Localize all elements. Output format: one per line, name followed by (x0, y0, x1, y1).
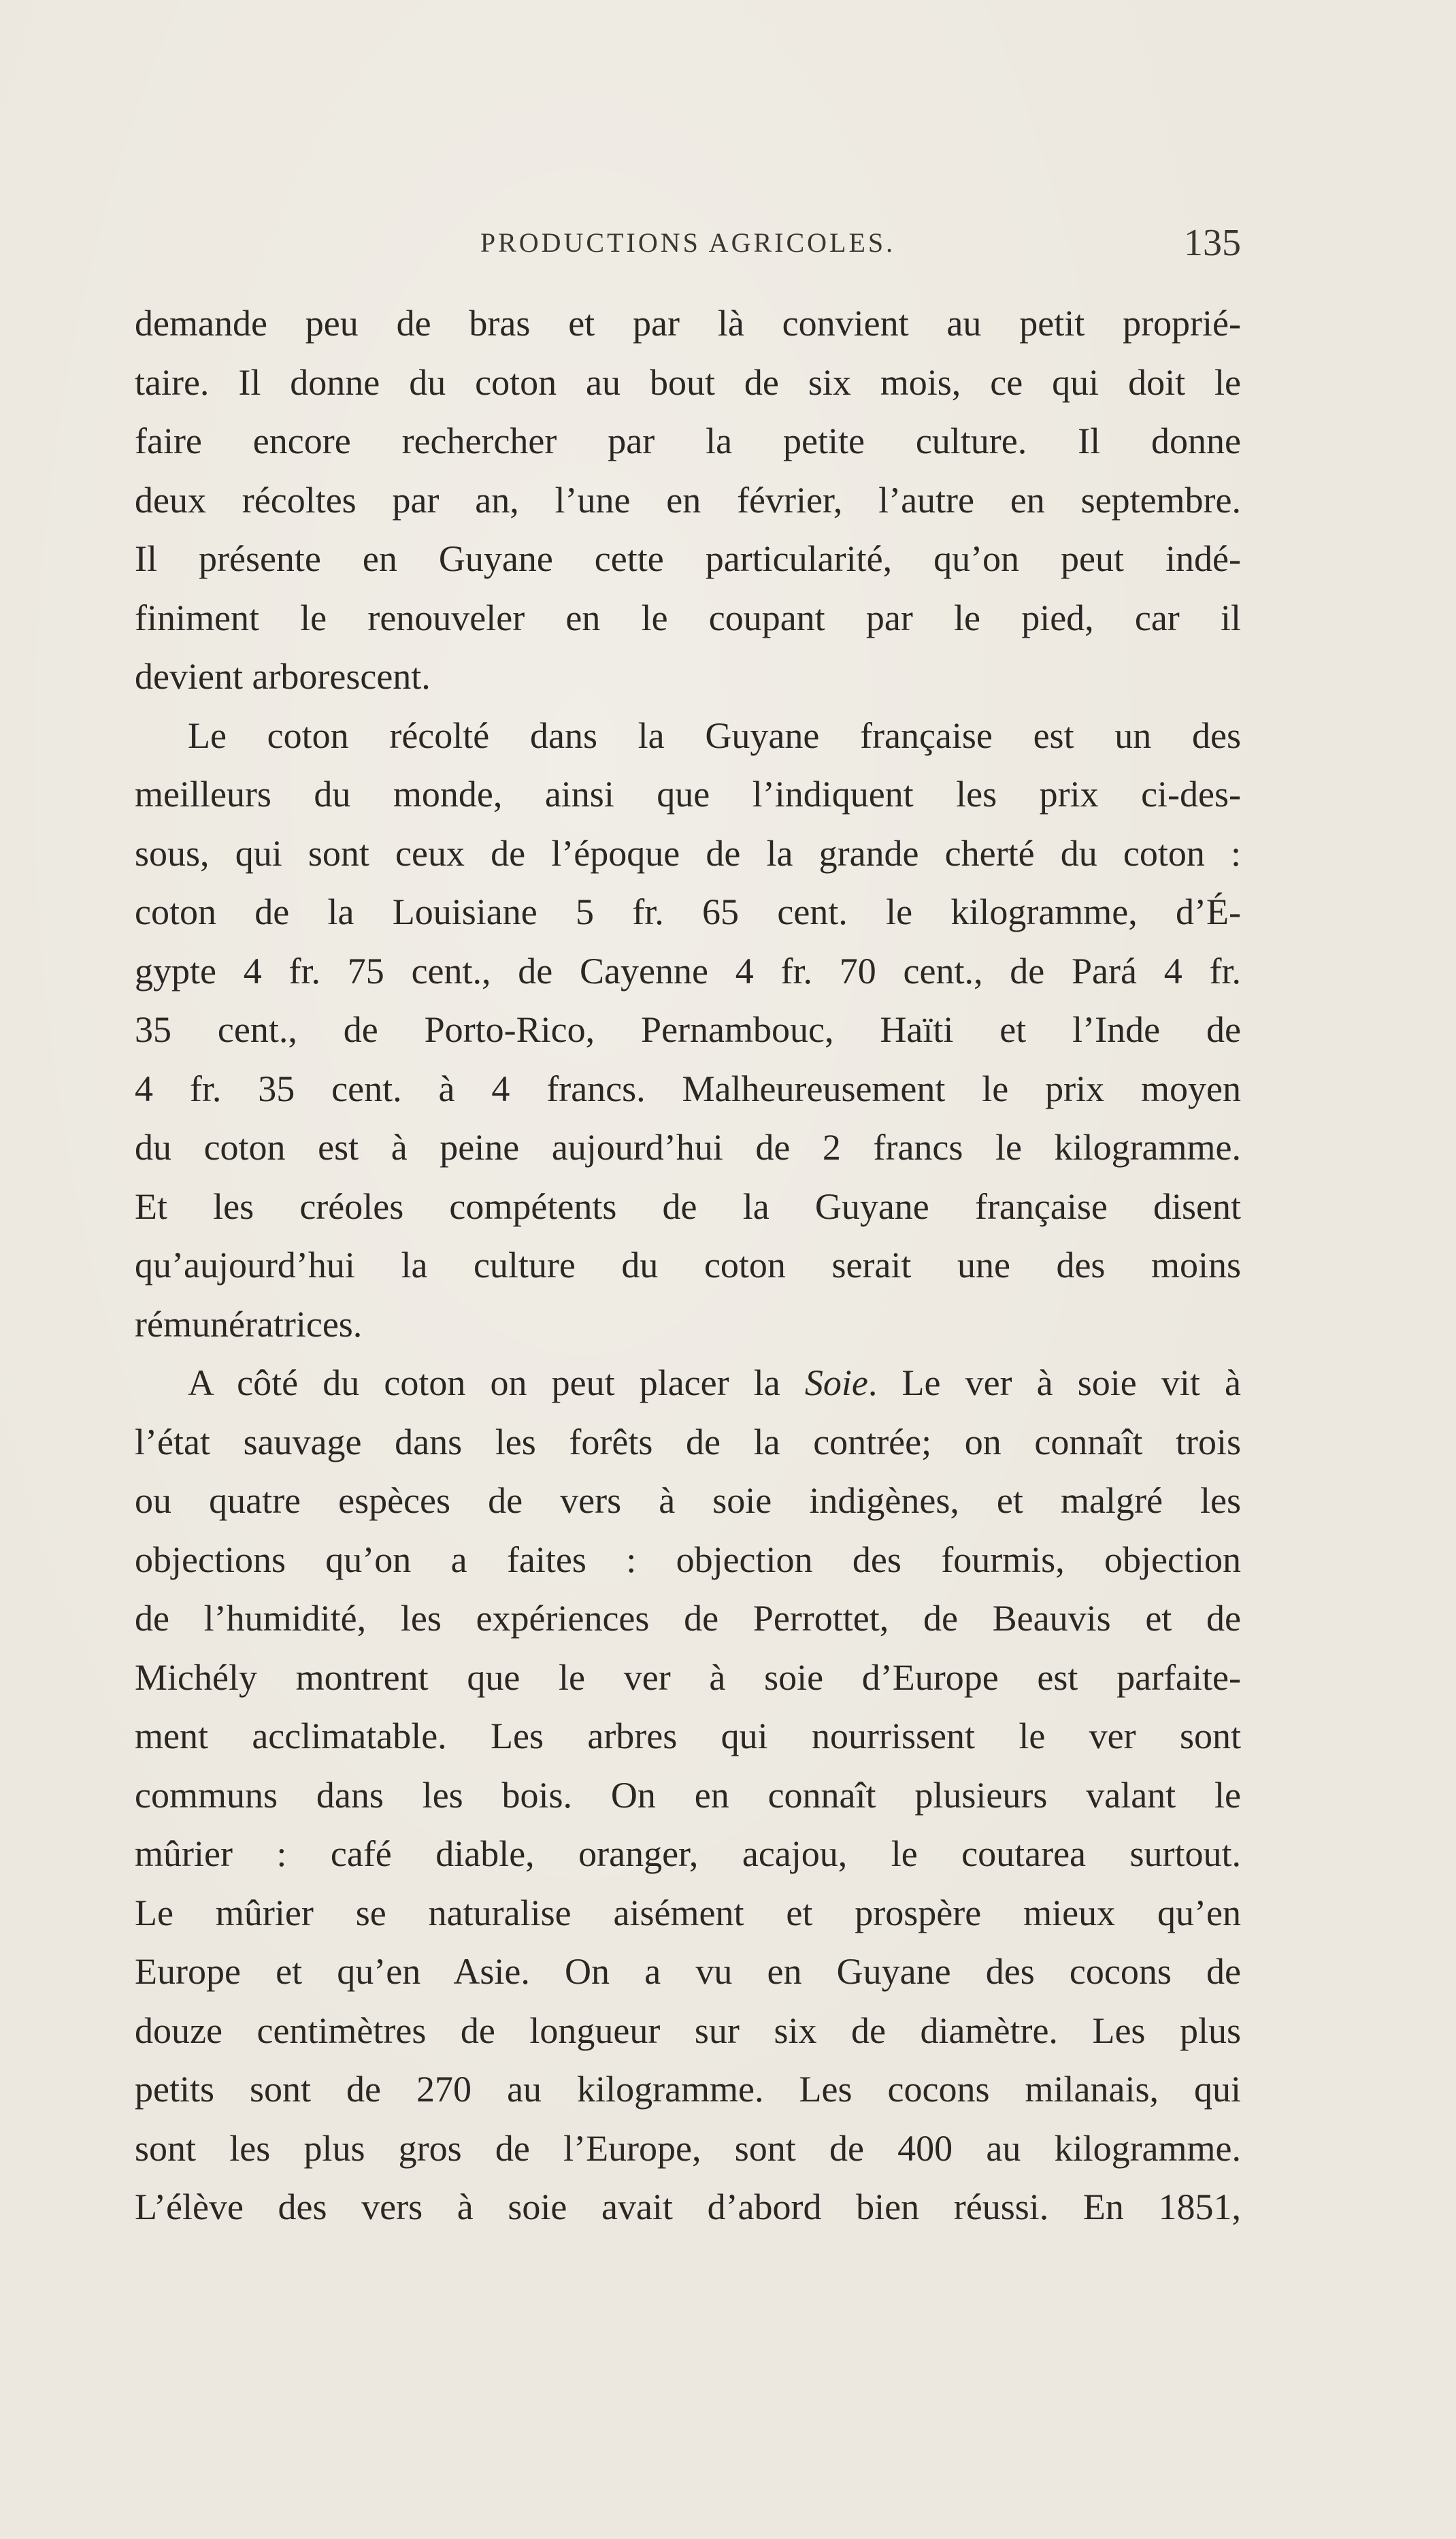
text-line: de l’humidité, les expériences de Perrottet, de Beauvis et de (135, 1598, 1241, 1639)
text-line: objections qu’on a faites : objection des fourmis, objection (135, 1539, 1241, 1580)
text-line: sont les plus gros de l’Europe, sont de 400 au kilogramme. (135, 2127, 1241, 2169)
text-line: finiment le renouveler en le coupant par le pied, car il (135, 597, 1241, 638)
text-line: ou quatre espèces de vers à soie indigènes, et malgré les (135, 1480, 1241, 1521)
page-number: 135 (1184, 222, 1241, 264)
text-line: devient arborescent. (135, 656, 431, 697)
text-line: petits sont de 270 au kilogramme. Les cocons milanais, qui (135, 2069, 1241, 2110)
text-line: gypte 4 fr. 75 cent., de Cayenne 4 fr. 70 cent., de Pará 4 fr. (135, 950, 1241, 992)
text-line: A côté du coton on peut placer la Soie. Le ver à soie vit à (188, 1362, 1241, 1403)
text-line: 35 cent., de Porto-Rico, Pernambouc, Haïti et l’Inde de (135, 1009, 1241, 1050)
text-line: l’état sauvage dans les forêts de la contrée; on connaît trois (135, 1421, 1241, 1462)
text-line: sous, qui sont ceux de l’époque de la grande cherté du coton : (135, 832, 1241, 874)
text-line: coton de la Louisiane 5 fr. 65 cent. le kilogramme, d’É- (135, 891, 1241, 932)
text-line: 4 fr. 35 cent. à 4 francs. Malheureusement le prix moyen (135, 1068, 1241, 1109)
text-line: du coton est à peine aujourd’hui de 2 francs le kilogramme. (135, 1127, 1241, 1168)
text-line: qu’aujourd’hui la culture du coton serait une des moins (135, 1245, 1241, 1285)
text-line: communs dans les bois. On en connaît plusieurs valant le (135, 1774, 1241, 1816)
text-line: meilleurs du monde, ainsi que l’indiquent les prix ci-des- (135, 774, 1241, 815)
text-line: taire. Il donne du coton au bout de six mois, ce qui doit le (135, 361, 1241, 403)
text-line: Le mûrier se naturalise aisément et prospère mieux qu’en (135, 1892, 1241, 1933)
text-line: douze centimètres de longueur sur six de diamètre. Les plus (135, 2010, 1241, 2051)
text-line: mûrier : café diable, oranger, acajou, le coutarea surtout. (135, 1833, 1241, 1874)
text-line: Europe et qu’en Asie. On a vu en Guyane des cocons de (135, 1951, 1241, 1992)
text-line: L’élève des vers à soie avait d’abord bien réussi. En 1851, (135, 2186, 1241, 2227)
text-line: faire encore rechercher par la petite culture. Il donne (135, 421, 1241, 461)
text-line: deux récoltes par an, l’une en février, l’autre en septembre. (135, 479, 1241, 521)
text-line: rémunératrices. (135, 1303, 363, 1345)
text-line: demande peu de bras et par là convient au petit proprié- (135, 303, 1241, 344)
text-line: ment acclimatable. Les arbres qui nourrissent le ver sont (135, 1716, 1241, 1756)
text-line: Le coton récolté dans la Guyane française est un des (188, 715, 1241, 756)
italic-term: Soie (804, 1362, 868, 1403)
text-line: Michély montrent que le ver à soie d’Europe est parfaite- (135, 1656, 1241, 1698)
running-title: PRODUCTIONS AGRICOLES. (480, 227, 896, 258)
text-line: Il présente en Guyane cette particularité, qu’on peut indé- (135, 538, 1241, 579)
running-header (135, 219, 1241, 267)
body-text (135, 294, 1241, 2237)
text-line: Et les créoles compétents de la Guyane française disent (135, 1185, 1241, 1227)
